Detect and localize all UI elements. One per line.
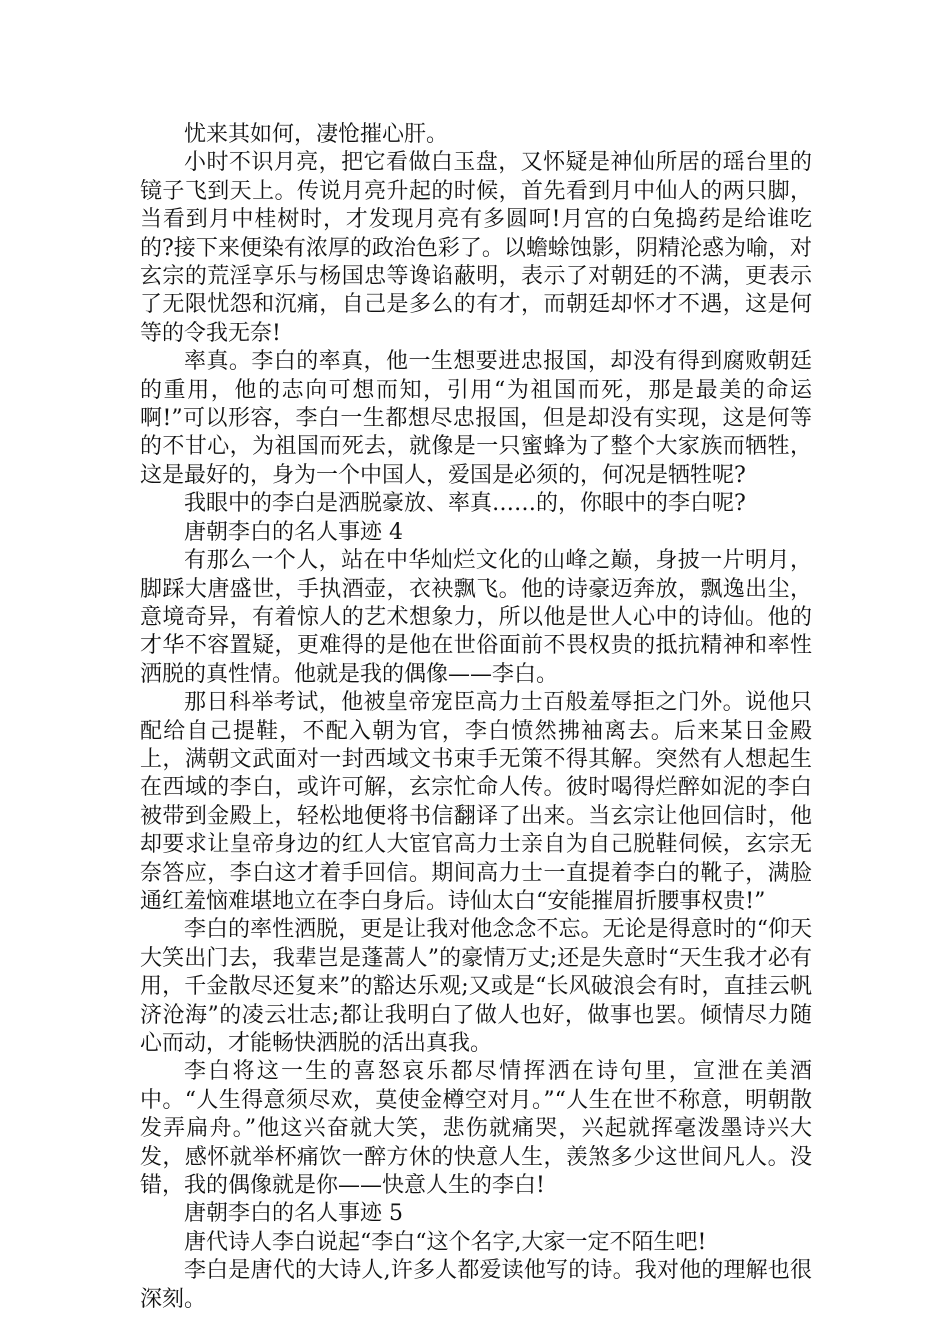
paragraph: 有那么一个人，站在中华灿烂文化的山峰之巅，身披一片明月，脚踩大唐盛世，手执酒壶，衣袂飘飞。他的诗豪迈奔放，飘逸出尘，意境奇异，有着惊人的艺术想象力，所以他是世人心中的诗仙。他的才华不容置疑，更难得的是他在世俗面前不畏权贵的抵抗精神和率性洒脱的真性情。他就是我的偶像——李白。 bbox=[140, 548, 812, 687]
paragraph: 我眼中的李白是洒脱豪放、率真……的，你眼中的李白呢? bbox=[184, 491, 746, 517]
paragraph: 李白的率性洒脱，更是让我对他念念不忘。无论是得意时的“仰天大笑出门去，我辈岂是蓬蒿人”的豪情万丈;还是失意时“天生我才必有用，千金散尽还复来”的豁达乐观;又或是“长风破浪会有时，直挂云帆济沧海”的凌云壮志;都让我明白了做人也好，做事也罢。倾情尽力随心而动，才能畅快洒脱的活出真我。 bbox=[140, 917, 812, 1056]
document-body bbox=[140, 121, 812, 1314]
section-heading: 唐朝李白的名人事迹 5 bbox=[184, 1201, 403, 1227]
paragraph: 唐代诗人李白说起“李白“这个名字,大家一定不陌生吧! bbox=[184, 1229, 707, 1255]
paragraph: 那日科举考试，他被皇帝宠臣高力士百般羞辱拒之门外。说他只配给自己提鞋，不配入朝为官，李白愤然拂袖离去。后来某日金殿上，满朝文武面对一封西域文书束手无策不得其解。突然有人想起生在西域的李白，或许可解，玄宗忙命人传。彼时喝得烂醉如泥的李白被带到金殿上，轻松地便将书信翻译了出来。当玄宗让他回信时，他却要求让皇帝身边的红人大宦官高力士亲自为自己脱鞋伺候，玄宗无奈答应，李白这才着手回信。期间高力士一直提着李白的靴子，满脸通红羞恼难堪地立在李白身后。诗仙太白“安能摧眉折腰事权贵!” bbox=[140, 690, 812, 914]
section-heading: 唐朝李白的名人事迹 4 bbox=[184, 519, 403, 545]
paragraph: 李白将这一生的喜怒哀乐都尽情挥洒在诗句里，宣泄在美酒中。“人生得意须尽欢，莫使金樽空对月。”“人生在世不称意，明朝散发弄扁舟。”他这兴奋就大笑，悲伤就痛哭，兴起就挥毫泼墨诗兴大发，感怀就举杯痛饮一醉方休的快意人生，羡煞多少这世间凡人。没错，我的偶像就是你——快意人生的李白! bbox=[140, 1059, 812, 1199]
paragraph: 李白是唐代的大诗人,许多人都爱读他写的诗。我对他的理解也很深刻。 bbox=[140, 1258, 812, 1312]
paragraph: 小时不识月亮，把它看做白玉盘，又怀疑是神仙所居的瑶台里的镜子飞到天上。传说月亮升起的时候，首先看到月中仙人的两只脚，当看到月中桂树时，才发现月亮有多圆呵!月宫的白兔捣药是给谁吃的?接下来便染有浓厚的政治色彩了。以蟾蜍蚀影，阴精沦惑为喻，对玄宗的荒淫享乐与杨国忠等谗谄蔽明，表示了对朝廷的不满，更表示了无限忧怨和沉痛，自己是多么的有才，而朝廷却怀才不遇，这是何等的令我无奈! bbox=[140, 150, 812, 346]
paragraph: 率真。李白的率真，他一生想要进忠报国，却没有得到腐败朝廷的重用，他的志向可想而知，引用“为祖国而死，那是最美的命运啊!”可以形容，李白一生都想尽忠报国，但是却没有实现，这是何等的不甘心，为祖国而死去，就像是一只蜜蜂为了整个大家族而牺牲，这是最好的，身为一个中国人，爱国是必须的，何况是牺牲呢? bbox=[140, 349, 812, 488]
paragraph: 忧来其如何，凄怆摧心肝。 bbox=[184, 122, 449, 147]
